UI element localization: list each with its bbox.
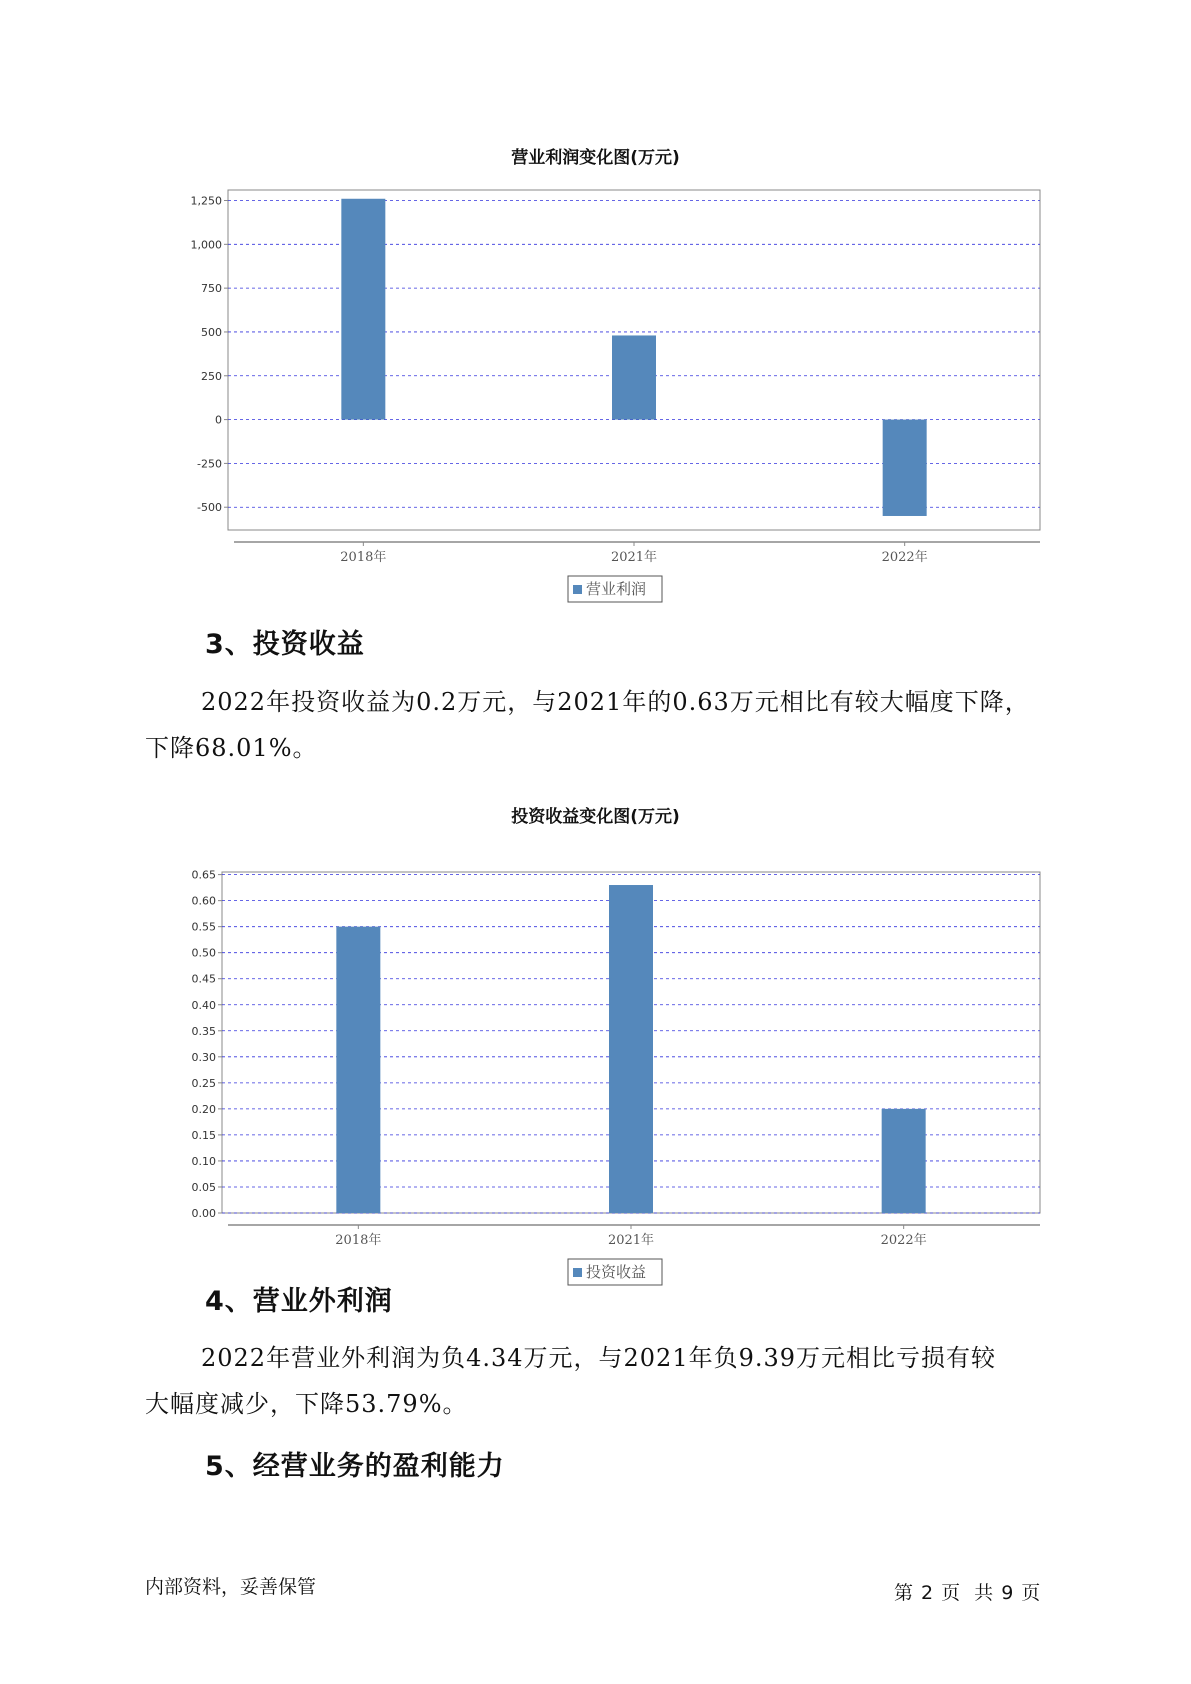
x-tick-label: 2018年 [335, 1233, 382, 1248]
chart1-title: 营业利润变化图(万元) [511, 148, 680, 168]
legend-swatch [573, 1268, 582, 1277]
y-tick-label: 0.35 [191, 1024, 216, 1038]
section3-line1: 2022年投资收益为0.2万元，与2021年的0.63万元相比有较大幅度下降， [201, 688, 1030, 716]
bar-2018年 [341, 199, 385, 420]
bar-2022年 [883, 420, 927, 516]
legend-label: 营业利润 [586, 580, 647, 598]
page-label-suffix: 页 [1021, 1582, 1041, 1604]
page-current: 2 [921, 1582, 934, 1604]
y-tick-label: 0.30 [191, 1050, 216, 1064]
section3-paragraph [145, 679, 1075, 771]
x-tick-label: 2021年 [607, 1233, 655, 1248]
y-tick-label: -250 [197, 457, 222, 471]
section4-paragraph [145, 1335, 1075, 1427]
bar-2018年 [336, 927, 380, 1213]
y-tick-label: 750 [201, 282, 222, 296]
section3-line2: 下降68.01%。 [145, 734, 318, 762]
bar-2022年 [882, 1109, 926, 1213]
y-tick-label: 0.65 [191, 868, 216, 882]
y-tick-label: 0.20 [191, 1102, 216, 1116]
page-label-prefix: 第 [894, 1582, 914, 1604]
x-tick-label: 2022年 [881, 550, 928, 565]
section3-heading: 3、投资收益 [205, 629, 365, 660]
footer-confidential-note: 内部资料，妥善保管 [145, 1576, 317, 1598]
chart2-title: 投资收益变化图(万元) [511, 807, 680, 827]
y-tick-label: 250 [201, 369, 222, 383]
operating-profit-chart [0, 170, 1191, 598]
legend-swatch [573, 585, 582, 594]
y-tick-label: 0.55 [191, 920, 216, 934]
y-tick-label: 500 [201, 325, 222, 339]
page-total: 9 [1001, 1582, 1014, 1604]
y-tick-label: 0.60 [191, 894, 216, 908]
section5-heading: 5、经营业务的盈利能力 [205, 1451, 505, 1482]
y-tick-label: 0.00 [191, 1207, 216, 1220]
y-tick-label: 0.45 [191, 972, 216, 986]
investment-income-chart [0, 830, 1191, 1281]
y-tick-label: 0.10 [191, 1154, 216, 1168]
footer-page-number [890, 1578, 1044, 1605]
section4-heading: 4、营业外利润 [205, 1286, 393, 1317]
y-tick-label: -500 [197, 501, 222, 515]
y-tick-label: 1,000 [190, 238, 222, 252]
y-tick-label: 0.50 [191, 946, 216, 960]
x-tick-label: 2018年 [340, 550, 387, 565]
x-tick-label: 2021年 [610, 550, 658, 565]
section4-line1: 2022年营业外利润为负4.34万元，与2021年负9.39万元相比亏损有较 [201, 1344, 997, 1372]
y-tick-label: 0.25 [191, 1076, 216, 1090]
page-total-prefix: 共 [974, 1582, 994, 1604]
legend-label: 投资收益 [586, 1263, 647, 1281]
section4-line2: 大幅度减少，下降53.79%。 [145, 1390, 468, 1418]
x-tick-label: 2022年 [880, 1233, 927, 1248]
y-tick-label: 0.40 [191, 998, 216, 1012]
y-tick-label: 1,250 [190, 194, 222, 208]
y-tick-label: 0 [215, 413, 222, 427]
page-label-mid: 页 [941, 1582, 961, 1604]
bar-2021年 [612, 335, 656, 419]
y-tick-label: 0.05 [191, 1180, 216, 1194]
bar-2021年 [609, 885, 653, 1213]
y-tick-label: 0.15 [191, 1128, 216, 1142]
